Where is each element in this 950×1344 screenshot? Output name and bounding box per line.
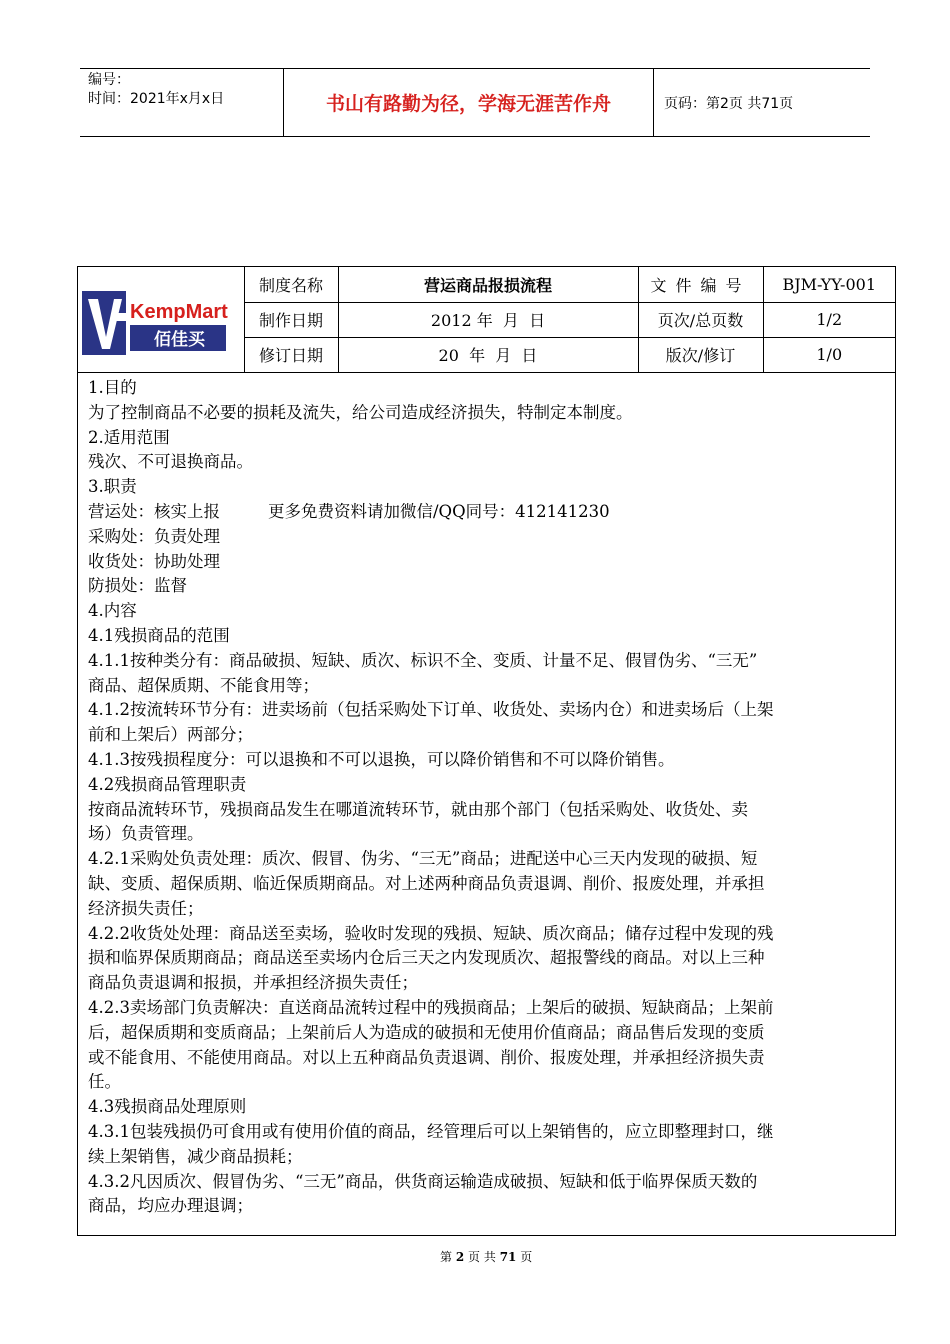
paragraph: 后，超保质期和变质商品；上架前后人为造成的破损和无使用价值商品；商品售后发现的变质 <box>88 1022 765 1042</box>
logo-cell <box>78 267 244 372</box>
paragraph: 任。 <box>88 1072 121 1092</box>
paragraph: 损和临界保质期商品；商品送至卖场内仓后三天之内发现质次、超报警线的商品。对以上三种 <box>88 948 765 968</box>
info-table <box>78 267 895 373</box>
paragraph: 防损处：监督 <box>88 576 187 596</box>
paragraph <box>88 500 888 525</box>
paragraph: 商品负责退调和报损，并承担经济损失责任； <box>88 973 418 993</box>
kempmart-logo <box>82 291 234 355</box>
paragraph: 缺、变质、超保质期、临近保质期商品。对上述两种商品负责退调、削价、报废处理，并承担 <box>88 873 765 893</box>
version-label: 版次/修订 <box>638 337 763 372</box>
contact-note: 更多免费资料请加微信/QQ同号：412141230 <box>268 501 610 521</box>
pages-value: 1/2 <box>763 302 895 337</box>
logo-brand-en: KempMart <box>130 301 228 323</box>
subsection-heading: 4.3残损商品处理原则 <box>88 1097 247 1117</box>
version-value: 1/0 <box>763 337 895 372</box>
doc-title: 营运商品报损流程 <box>338 267 638 302</box>
paragraph: 商品，均应办理退调； <box>88 1196 253 1216</box>
paragraph: 4.3.1包装残损仍可食用或有使用价值的商品，经管理后可以上架销售的，应立即整理封口，继 <box>88 1121 774 1141</box>
footer-prefix: 第 <box>440 1250 453 1264</box>
subsection-heading: 4.1残损商品的范围 <box>88 625 230 645</box>
paragraph: 4.2.2收货处处理：商品送至卖场，验收时发现的残损、短缺、质次商品；储存过程中发现的残 <box>88 923 774 943</box>
section-heading: 4.内容 <box>88 601 137 621</box>
time-label: 时间：2021年x月x日 <box>88 91 225 107</box>
paragraph: 4.3.2凡因质次、假冒伪劣、“三无”商品，供货商运输造成破损、短缺和低于临界保质天数的 <box>88 1171 758 1191</box>
paragraph: 收货处：协助处理 <box>88 551 220 571</box>
paragraph: 经济损失责任； <box>88 898 204 918</box>
file-no-label: 文件编号 <box>638 267 763 302</box>
paragraph: 前和上架后）两部分； <box>88 725 253 745</box>
paragraph: 场）负责管理。 <box>88 824 204 844</box>
footer-total-pages: 71 <box>499 1250 517 1264</box>
paragraph: 按商品流转环节，残损商品发生在哪道流转环节，就由那个部门（包括采购处、收货处、卖 <box>88 799 748 819</box>
paragraph: 或不能食用、不能使用商品。对以上五种商品负责退调、削价、报废处理，并承担经济损失责 <box>88 1047 765 1067</box>
header-page-info: 页码：第2页 共71页 <box>664 95 794 112</box>
file-no-value: BJM-YY-001 <box>763 267 895 302</box>
paragraph: 采购处：负责处理 <box>88 526 220 546</box>
paragraph: 4.1.3按残损程度分：可以退换和不可以退换，可以降价销售和不可以降价销售。 <box>88 749 675 769</box>
section-heading: 1.目的 <box>88 378 137 397</box>
header-motto: 书山有路勤为径，学海无涯苦作舟 <box>284 69 654 136</box>
date-label: 制作日期 <box>244 302 338 337</box>
revise-value: 20 年 月 日 <box>338 337 638 372</box>
paragraph: 4.1.2按流转环节分有：进卖场前（包括采购处下订单、收货处、卖场内仓）和进卖场后（上架 <box>88 700 774 720</box>
paragraph: 为了控制商品不必要的损耗及流失，给公司造成经济损失，特制定本制度。 <box>88 402 633 422</box>
document-frame <box>77 266 896 1236</box>
duty-operations: 营运处：核实上报 <box>88 501 220 521</box>
subsection-heading: 4.2残损商品管理职责 <box>88 774 247 794</box>
section-heading: 3.职责 <box>88 477 137 497</box>
date-value: 2012 年 月 日 <box>338 302 638 337</box>
paragraph: 4.2.3卖场部门负责解决：直送商品流转过程中的残损商品；上架后的破损、短缺商品；上架前 <box>88 997 774 1017</box>
revise-label: 修订日期 <box>244 337 338 372</box>
footer-middle: 页 共 <box>468 1250 496 1264</box>
serial-label: 编号： <box>88 72 130 88</box>
logo-brand-cn: 佰佳买 <box>154 330 205 350</box>
name-label: 制度名称 <box>244 267 338 302</box>
pages-label: 页次/总页数 <box>638 302 763 337</box>
document-body <box>88 376 888 1219</box>
paragraph: 续上架销售，减少商品损耗； <box>88 1146 303 1166</box>
paragraph: 4.1.1按种类分有：商品破损、短缺、质次、标识不全、变质、计量不足、假冒伪劣、“三无” <box>88 650 758 670</box>
paragraph: 商品、超保质期、不能食用等； <box>88 675 319 695</box>
page-header <box>80 68 870 137</box>
page-footer <box>0 1248 950 1265</box>
footer-current-page: 2 <box>455 1250 465 1264</box>
header-meta <box>80 69 284 136</box>
footer-suffix: 页 <box>520 1250 533 1264</box>
paragraph: 残次、不可退换商品。 <box>88 452 253 472</box>
paragraph: 4.2.1采购处负责处理：质次、假冒、伪劣、“三无”商品；进配送中心三天内发现的破损、短 <box>88 849 758 869</box>
section-heading: 2.适用范围 <box>88 427 170 447</box>
